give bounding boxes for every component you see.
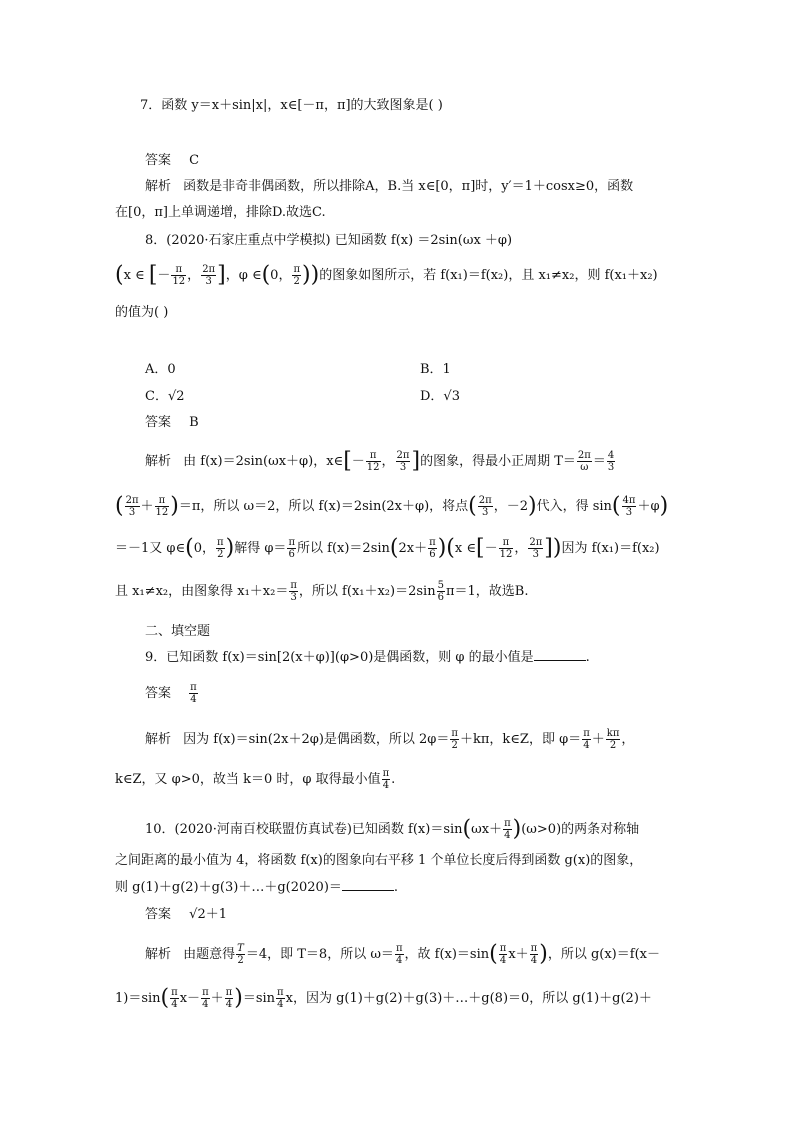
q8-analysis-line4: 且 x₁≠x₂，由图象得 x₁＋x₂＝ $\frac{\pi}{3}$ ，所以 f(x₁＋x₂)＝2sin $\frac{5}{6}$ π＝1，故选B. — [115, 580, 529, 603]
answer-label: 答案 — [145, 415, 172, 430]
q8-stem-line2: (x ∈ [－ $\frac{\pi}{12}$ ， $\frac{2\pi}{3}$ ]，φ ∈(0， $\frac{\pi}{2}$ ))的图象如图所示，若 f(x₁)＝f(x₂)，且 x₁≠x₂，则 f(x₁＋x₂) — [115, 262, 658, 288]
q10-stem-line2: 之间距离的最小值为 4，将函数 f(x)的图象向右平移 1 个单位长度后得到函数 g(x)的图象， — [115, 853, 643, 868]
q7-analysis-line1 — [145, 177, 633, 197]
answer-value: B — [189, 415, 199, 430]
q10-stem-line1: 10．(2020·河南百校联盟仿真试卷)已知函数 f(x)＝sin(ωx＋ $\frac{\pi}{4}$ )(ω>0)的两条对称轴 — [145, 816, 640, 842]
q8-option-d: D．√3 — [420, 389, 460, 404]
analysis-label: 解析 — [145, 454, 172, 469]
q8-analysis-line1: 解析 由 f(x)＝2sin(ωx＋φ)，x∈[－ $\frac{\pi}{12}$ ， $\frac{2\pi}{3}$ ]的图象，得最小正周期 T＝ $\frac{2\pi}{\omega}$ ＝ $\frac{4}{3}$ — [145, 448, 615, 474]
answer-value: $\frac{\pi}{4}$ — [190, 682, 197, 705]
q8-option-b: B．1 — [420, 362, 451, 377]
q10-answer — [145, 905, 227, 925]
q9-answer — [145, 682, 199, 705]
analysis-label: 解析 — [145, 947, 172, 962]
analysis-label: 解析 — [145, 732, 172, 747]
q8-analysis-line2: ( $\frac{2\pi}{3}$ ＋ $\frac{\pi}{12}$ )＝π，所以 ω＝2，所以 f(x)＝2sin(2x＋φ)，将点( $\frac{2\pi}{3}$ ，－2)代入，得 sin( $\frac{4\pi}{3}$ ＋φ) — [115, 493, 669, 519]
q8-stem-line1: 8．(2020·石家庄重点中学模拟) 已知函数 f(x) ＝2sin(ωx ＋φ) — [145, 233, 513, 248]
q8-analysis-line3: ＝－1又 φ∈(0， $\frac{\pi}{2}$ )解得 φ＝ $\frac{\pi}{6}$ 所以 f(x)＝2sin(2x＋ $\frac{\pi}{6}$ )(x ∈[－ $\frac{\pi}{12}$ ， $\frac{2\pi}{3}$ ])因为 f(x₁)＝f(x₂) — [115, 535, 660, 561]
q7-stem: 7．函数 y＝x＋sin|x|，x∈[－π，π]的大致图象是( ) — [140, 98, 443, 113]
q8-option-a: A．0 — [145, 362, 176, 377]
answer-label: 答案 — [145, 153, 172, 168]
q10-analysis-line1: 解析 由题意得 $\frac{T}{2}$ ＝4，即 T＝8，所以 ω＝ $\frac{\pi}{4}$ ，故 f(x)＝sin( $\frac{\pi}{4}$ x＋ $\frac{\pi}{4}$ )，所以 g(x)＝f(x－ — [145, 941, 660, 967]
q9-analysis-line1: 解析 因为 f(x)＝sin(2x＋2φ)是偶函数，所以 2φ＝ $\frac{\pi}{2}$ ＋kπ，k∈Z，即 φ＝ $\frac{\pi}{4}$ ＋ $\frac{k\pi}{2}$ ， — [145, 728, 635, 751]
q8-stem-line3: 的值为( ) — [115, 305, 169, 320]
analysis-label: 解析 — [145, 179, 172, 194]
q9-stem: 9．已知函数 f(x)＝sin[2(x＋φ)](φ>0)是偶函数，则 φ 的最小值是 . — [145, 650, 590, 665]
answer-label: 答案 — [145, 686, 172, 701]
answer-label: 答案 — [145, 907, 172, 922]
q8-option-c: C．√2 — [145, 389, 185, 404]
q9-analysis-line2: k∈Z，又 φ>0，故当 k＝0 时，φ 取得最小值 $\frac{\pi}{4}$ . — [115, 768, 396, 791]
section-heading: 二、填空题 — [145, 624, 211, 639]
q8-answer — [145, 413, 199, 433]
answer-blank — [342, 878, 394, 891]
q10-analysis-line2: 1)＝sin( $\frac{\pi}{4}$ x－ $\frac{\pi}{4}$ ＋ $\frac{\pi}{4}$ )＝sin $\frac{\pi}{4}$ x，因为 g(1)＋g(2)＋g(3)＋…＋g(8)＝0，所以 g(1)＋g(2)＋ — [115, 985, 652, 1011]
answer-value: √2＋1 — [189, 907, 227, 922]
q7-analysis-line2: 在[0，π]上单调递增，排除D.故选C. — [115, 205, 326, 220]
answer-blank — [534, 648, 586, 661]
answer-value: C — [189, 153, 200, 168]
q10-stem-line3: 则 g(1)＋g(2)＋g(3)＋…＋g(2020)＝ . — [115, 880, 399, 895]
q7-answer — [145, 151, 199, 171]
analysis-text: 函数是非奇非偶函数，所以排除A，B.当 x∈[0，π]时，y′＝1＋cosx≥0，函数 — [183, 179, 634, 194]
